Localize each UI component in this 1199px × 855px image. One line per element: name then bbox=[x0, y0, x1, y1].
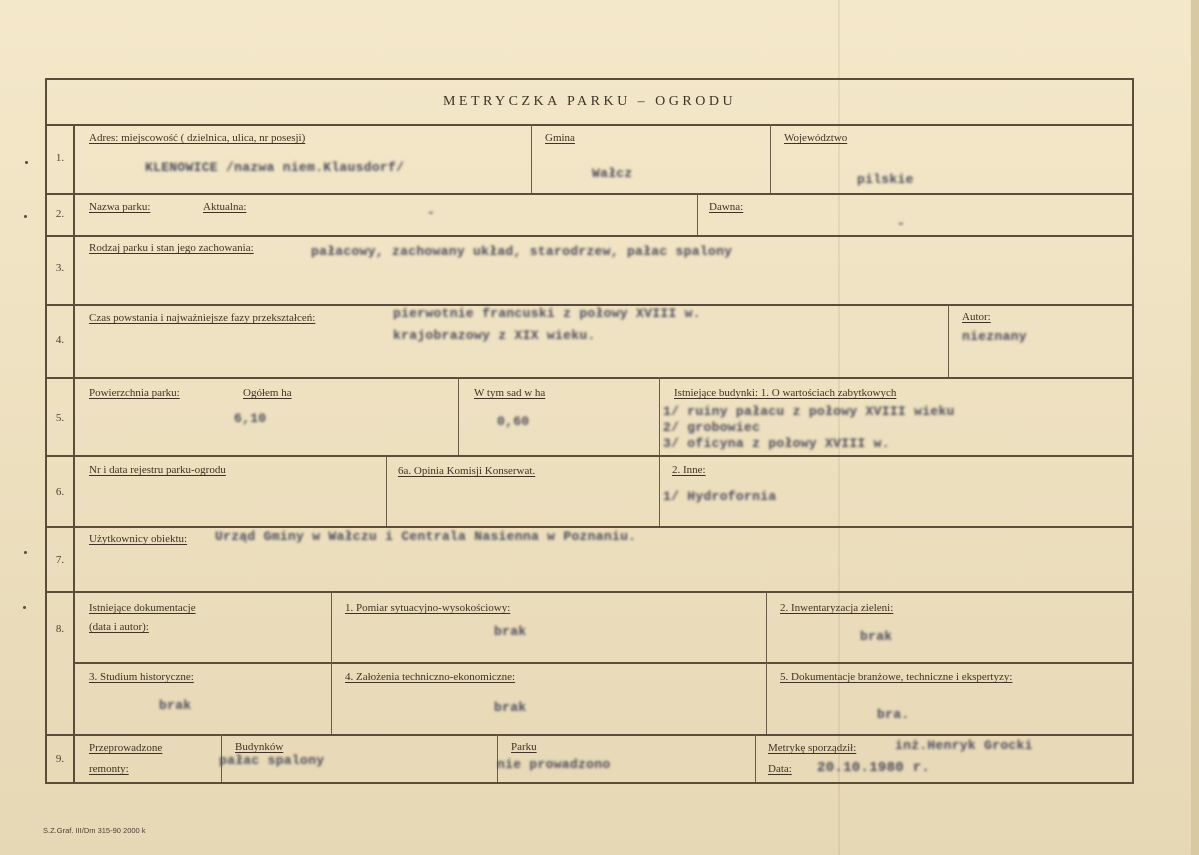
branch-docs-value: bra. bbox=[877, 707, 910, 722]
repairs-sublabel: remonty: bbox=[89, 763, 129, 775]
punch-mark bbox=[23, 606, 26, 609]
date-label: Data: bbox=[768, 763, 792, 775]
current-name-value: - bbox=[427, 205, 436, 220]
historical-study-value: brak bbox=[159, 698, 192, 713]
branch-docs-label: 5. Dokumentacje branżowe, techniczne i ekspertyzy: bbox=[780, 671, 1013, 683]
row-number: 9. bbox=[55, 753, 65, 765]
former-name-value: - bbox=[897, 216, 906, 231]
punch-mark bbox=[25, 161, 28, 164]
origin-value-line1: pierwotnie francuski z połowy XVIII w. bbox=[393, 306, 701, 321]
park-name-label: Nazwa parku: bbox=[89, 201, 151, 213]
documentation-label: Istniejące dokumentacje bbox=[89, 602, 196, 614]
total-area-label: Ogółem ha bbox=[243, 387, 292, 399]
current-name-label: Aktualna: bbox=[203, 201, 247, 213]
survey-label: 1. Pomiar sytuacyjno-wysokościowy: bbox=[345, 602, 511, 614]
date-value: 20.10.1980 r. bbox=[817, 760, 931, 776]
users-value: Urząd Gminy w Wałczu i Centrala Nasienna w Poznaniu. bbox=[215, 529, 637, 544]
author-label: Autor: bbox=[962, 311, 991, 323]
gmina-value: Wałcz bbox=[592, 166, 633, 181]
other-value: 1/ Hydrofornia bbox=[663, 489, 777, 504]
greenery-inventory-label: 2. Inwentaryzacja zieleni: bbox=[780, 602, 894, 614]
conservation-opinion-label: 6a. Opinia Komisji Konserwat. bbox=[398, 465, 536, 477]
area-label: Powierzchnia parku: bbox=[89, 387, 180, 399]
row-number: 4. bbox=[55, 334, 65, 346]
print-reference: S.Z.Graf. III/Dm 315-90 2000 k bbox=[43, 826, 146, 835]
orchard-area-value: 0,60 bbox=[497, 414, 530, 429]
row-number: 2. bbox=[55, 208, 65, 220]
author-value: nieznany bbox=[962, 329, 1027, 344]
building-item-1: 1/ ruiny pałacu z połowy XVIII wieku bbox=[663, 404, 955, 419]
existing-buildings-label: Istniejące budynki: 1. O wartościach zabytkowych bbox=[674, 387, 897, 399]
park-type-value: pałacowy, zachowany układ, starodrzew, pałac spalony bbox=[311, 244, 733, 259]
form-title: METRYCZKA PARKU – OGRODU bbox=[442, 94, 737, 109]
other-label: 2. Inne: bbox=[672, 464, 706, 476]
voivodeship-label: Województwo bbox=[784, 132, 848, 144]
tech-econ-label: 4. Założenia techniczno-ekonomiczne: bbox=[345, 671, 516, 683]
buildings-repairs-label: Budynków bbox=[235, 741, 284, 753]
park-type-label: Rodzaj parku i stan jego zachowania: bbox=[89, 242, 254, 254]
repairs-label: Przeprowadzone bbox=[89, 742, 163, 754]
address-label: Adres: miejscowość ( dzielnica, ulica, nr posesji) bbox=[89, 132, 306, 144]
voivodeship-value: pilskie bbox=[857, 172, 914, 187]
building-item-2: 2/ grobowiec bbox=[663, 420, 761, 435]
former-name-label: Dawna: bbox=[709, 201, 744, 213]
row-number: 8. bbox=[55, 623, 65, 635]
users-label: Użytkownicy obiektu: bbox=[89, 533, 188, 545]
prepared-by-label: Metrykę sporządził: bbox=[768, 742, 857, 754]
greenery-inventory-value: brak bbox=[860, 629, 893, 644]
buildings-repairs-value: pałac spalony bbox=[219, 753, 325, 768]
origin-label: Czas powstania i najważniejsze fazy przekształceń: bbox=[89, 312, 316, 324]
tech-econ-value: brak bbox=[494, 700, 527, 715]
registry-label: Nr i data rejestru parku-ogrodu bbox=[89, 464, 226, 476]
gmina-label: Gmina bbox=[545, 132, 575, 144]
punch-mark bbox=[24, 215, 27, 218]
row-number: 6. bbox=[55, 486, 65, 498]
orchard-area-label: W tym sad w ha bbox=[474, 387, 546, 399]
origin-value-line2: krajobrazowy z XIX wieku. bbox=[393, 328, 596, 343]
total-area-value: 6,10 bbox=[234, 411, 267, 426]
punch-mark bbox=[24, 551, 27, 554]
survey-value: brak bbox=[494, 624, 527, 639]
park-record-form bbox=[45, 78, 1134, 784]
prepared-by-value: inż.Henryk Grocki bbox=[895, 738, 1033, 753]
park-repairs-value: nie prowadzono bbox=[497, 757, 611, 772]
address-value: KLENOWICE /nazwa niem.Klausdorf/ bbox=[145, 160, 405, 175]
park-repairs-label: Parku bbox=[511, 741, 537, 753]
row-number: 5. bbox=[55, 412, 65, 424]
building-item-3: 3/ oficyna z połowy XVIII w. bbox=[663, 436, 890, 451]
row-number: 7. bbox=[55, 554, 65, 566]
row-number: 1. bbox=[55, 152, 65, 164]
historical-study-label: 3. Studium historyczne: bbox=[89, 671, 194, 683]
documentation-sublabel: (data i autor): bbox=[89, 621, 149, 633]
paper-edge bbox=[1191, 0, 1199, 855]
row-number: 3. bbox=[55, 262, 65, 274]
